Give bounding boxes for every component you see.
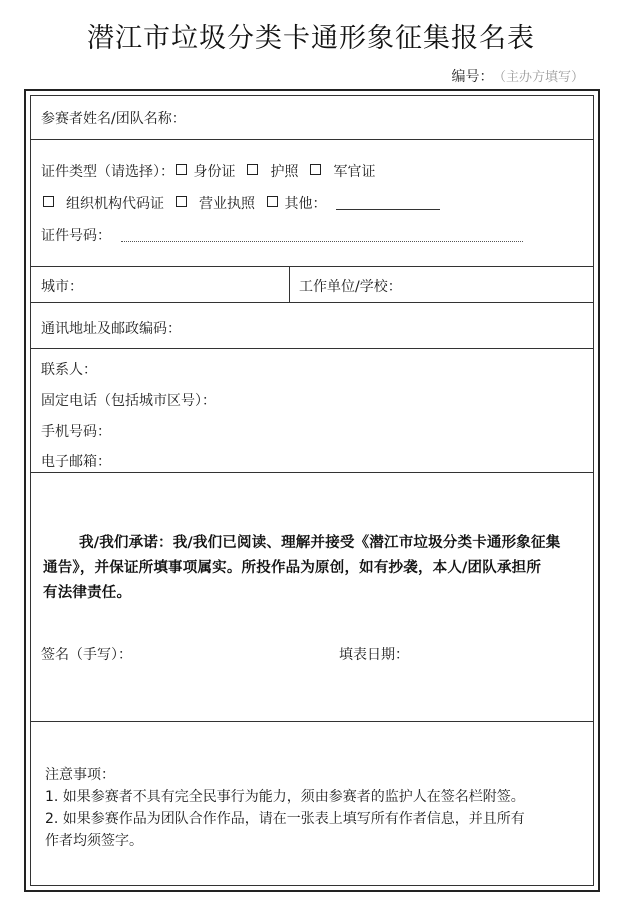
date-field[interactable]: 填表日期： xyxy=(339,647,409,663)
checkbox-passport[interactable] xyxy=(247,164,258,175)
checkbox-org-code[interactable] xyxy=(43,196,54,207)
other-blank-line[interactable] xyxy=(336,209,440,210)
id-type-row-1 xyxy=(41,161,385,181)
participant-name-field[interactable]: 参赛者姓名/团队名称： xyxy=(41,111,186,127)
option-other[interactable]: 其他： xyxy=(265,196,326,212)
pledge-line-1: 我/我们承诺：我/我们已阅读、理解并接受《潜江市垃圾分类卡通形象征集 xyxy=(79,535,561,551)
notes-item-2: 2. 如果参赛作品为团队合作作品，请在一张表上填写所有作者信息，并且所有 xyxy=(45,811,525,827)
notes-section xyxy=(45,764,601,852)
email-field[interactable]: 电子邮箱： xyxy=(41,454,111,470)
row-divider xyxy=(31,302,593,303)
column-divider xyxy=(289,266,290,302)
pledge-line-2: 通告》，并保证所填事项属实。所投作品为原创，如有抄袭，本人/团队承担所 xyxy=(43,560,542,576)
row-divider xyxy=(31,266,593,267)
serial-number-label: 编号： xyxy=(451,69,494,85)
option-business-license[interactable]: 营业执照 xyxy=(174,196,255,212)
address-field[interactable]: 通讯地址及邮政编码： xyxy=(41,321,181,337)
row-divider xyxy=(31,721,593,722)
checkbox-other[interactable] xyxy=(267,196,278,207)
pledge-line-3: 有法律责任。 xyxy=(43,585,132,601)
checkbox-military-id[interactable] xyxy=(310,164,321,175)
row-divider xyxy=(31,348,593,349)
form-table xyxy=(30,95,594,886)
serial-number-note: （主办方填写） xyxy=(499,70,584,85)
option-military-id[interactable]: 军官证 xyxy=(308,164,375,180)
id-number-label: 证件号码： xyxy=(41,228,111,244)
form-outer-border xyxy=(24,89,600,892)
row-divider xyxy=(31,139,593,140)
id-type-row-2 xyxy=(41,193,440,213)
signature-field[interactable]: 签名（手写）： xyxy=(41,647,132,663)
form-title: 潜江市垃圾分类卡通形象征集报名表 xyxy=(87,23,535,54)
id-number-blank-line[interactable] xyxy=(121,241,523,242)
mobile-field[interactable]: 手机号码： xyxy=(41,424,111,440)
option-passport[interactable]: 护照 xyxy=(245,164,298,180)
landline-field[interactable]: 固定电话（包括城市区号）： xyxy=(41,393,216,409)
option-id-card[interactable]: 身份证 xyxy=(174,164,235,180)
city-field[interactable]: 城市： xyxy=(41,279,83,295)
checkbox-id-card[interactable] xyxy=(176,164,187,175)
contact-person-field[interactable]: 联系人： xyxy=(41,362,97,378)
id-type-label: 证件类型（请选择）： xyxy=(41,164,174,180)
id-number-row xyxy=(41,225,523,245)
row-divider xyxy=(31,472,593,473)
option-org-code[interactable]: 组织机构代码证 xyxy=(41,196,164,212)
notes-item-1: 1. 如果参赛者不具有完全民事行为能力，须由参赛者的监护人在签名栏附签。 xyxy=(45,789,525,805)
employer-field[interactable]: 工作单位/学校： xyxy=(299,279,402,295)
notes-title: 注意事项： xyxy=(45,767,115,783)
serial-number-row xyxy=(451,66,584,86)
checkbox-business-license[interactable] xyxy=(176,196,187,207)
notes-item-2-continued: 作者均须签字。 xyxy=(45,833,143,849)
